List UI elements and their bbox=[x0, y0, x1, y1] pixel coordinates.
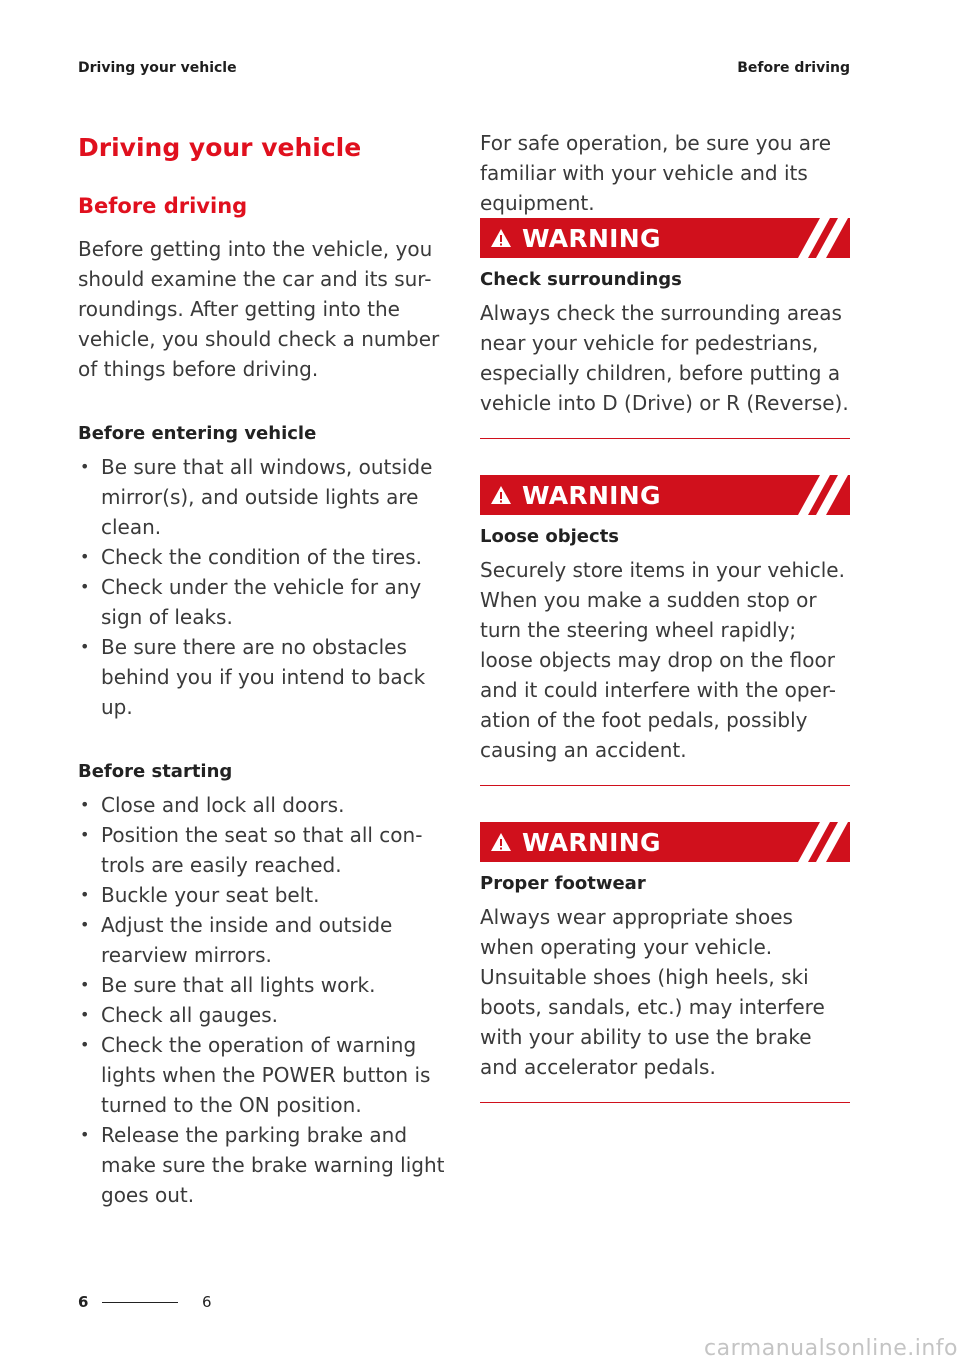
warning-block-loose-objects bbox=[480, 475, 850, 786]
bullet-dot-icon: • bbox=[80, 1005, 90, 1024]
warning-block-surroundings bbox=[480, 218, 850, 439]
bullet-dot-icon: • bbox=[80, 577, 90, 596]
before-starting-heading: Before starting bbox=[78, 761, 233, 782]
warning-label: WARNING bbox=[522, 223, 661, 253]
bullet-dot-icon: • bbox=[80, 1035, 90, 1054]
warning-triangle-icon bbox=[490, 228, 512, 248]
list-item-text: Check all gauges. bbox=[101, 1003, 279, 1027]
page-footer bbox=[78, 1293, 212, 1311]
bullet-dot-icon: • bbox=[80, 885, 90, 904]
warning-text: Always check the surrounding areas near your vehicle for pedestrians, especially children, before putting a vehicle into D (Drive) or R (Reverse). bbox=[480, 301, 849, 415]
warning-text: Securely store items in your vehicle. When you make a sudden stop or turn the steering wheel rapidly; loose objects may drop on the floor and it could interfere with the oper-ation of the foot pedals, possibly causing an accident. bbox=[480, 558, 845, 762]
list-item-text: Check the condition of the tires. bbox=[101, 545, 422, 569]
warning-bar bbox=[480, 822, 850, 862]
warning-divider bbox=[480, 785, 850, 786]
watermark: carmanualsonline.info bbox=[704, 1336, 958, 1361]
list-item bbox=[78, 970, 446, 1000]
chapter-title: Driving your vehicle bbox=[78, 133, 362, 162]
warning-bar bbox=[480, 475, 850, 515]
list-item bbox=[78, 452, 446, 542]
list-item-text: Be sure that all lights work. bbox=[101, 973, 376, 997]
warning-triangle-icon bbox=[490, 485, 512, 505]
list-item-text: Close and lock all doors. bbox=[101, 793, 345, 817]
list-item bbox=[78, 542, 446, 572]
bullet-dot-icon: • bbox=[80, 547, 90, 566]
bullet-dot-icon: • bbox=[80, 915, 90, 934]
list-item-text: Release the parking brake and make sure the brake warning light goes out. bbox=[101, 1123, 445, 1207]
warning-title: Check surroundings bbox=[480, 269, 682, 290]
list-item bbox=[78, 1030, 446, 1120]
intro-paragraph: Before getting into the vehicle, you should examine the car and its sur-roundings. After getting into the vehicle, you should check a number of things before driving. bbox=[78, 237, 440, 381]
warning-divider bbox=[480, 438, 850, 439]
bullet-dot-icon: • bbox=[80, 457, 90, 476]
warning-text: Always wear appropriate shoes when operating your vehicle. Unsuitable shoes (high heels, ski boots, sandals, etc.) may interfere with your ability to use the brake and accelerator pedals. bbox=[480, 905, 825, 1079]
warning-divider bbox=[480, 1102, 850, 1103]
warning-label: WARNING bbox=[522, 480, 661, 510]
before-starting-list bbox=[78, 790, 446, 1210]
footer-rule bbox=[102, 1302, 178, 1303]
right-column bbox=[480, 128, 850, 1139]
bullet-dot-icon: • bbox=[80, 975, 90, 994]
list-item-text: Adjust the inside and outside rearview mirrors. bbox=[101, 913, 393, 967]
before-entering-heading: Before entering vehicle bbox=[78, 423, 317, 444]
warning-label: WARNING bbox=[522, 827, 661, 857]
bullet-dot-icon: • bbox=[80, 825, 90, 844]
list-item bbox=[78, 910, 446, 970]
section-title: Before driving bbox=[78, 194, 248, 218]
before-entering-list bbox=[78, 452, 446, 722]
list-item bbox=[78, 1000, 446, 1030]
page-number: 6 bbox=[202, 1293, 212, 1311]
warning-stripes-icon bbox=[790, 218, 850, 258]
running-header-right: Before driving bbox=[737, 60, 850, 76]
warning-block-footwear bbox=[480, 822, 850, 1103]
list-item bbox=[78, 790, 446, 820]
list-item bbox=[78, 1120, 446, 1210]
bullet-dot-icon: • bbox=[80, 637, 90, 656]
warning-bar bbox=[480, 218, 850, 258]
running-header-left: Driving your vehicle bbox=[78, 60, 237, 76]
page-number-bold: 6 bbox=[78, 1293, 89, 1311]
list-item bbox=[78, 632, 446, 722]
list-item-text: Buckle your seat belt. bbox=[101, 883, 320, 907]
list-item-text: Be sure there are no obstacles behind you if you intend to back up. bbox=[101, 635, 426, 719]
list-item-text: Check the operation of warning lights when the POWER button is turned to the ON position. bbox=[101, 1033, 431, 1117]
warning-title: Proper footwear bbox=[480, 873, 646, 894]
warning-title: Loose objects bbox=[480, 526, 620, 547]
left-column bbox=[78, 128, 446, 1210]
list-item-text: Position the seat so that all con-trols are easily reached. bbox=[101, 823, 423, 877]
warning-stripes-icon bbox=[790, 475, 850, 515]
warning-stripes-icon bbox=[790, 822, 850, 862]
list-item bbox=[78, 572, 446, 632]
list-item-text: Be sure that all windows, outside mirror(s), and outside lights are clean. bbox=[101, 455, 433, 539]
list-item bbox=[78, 880, 446, 910]
list-item bbox=[78, 820, 446, 880]
list-item-text: Check under the vehicle for any sign of leaks. bbox=[101, 575, 422, 629]
warning-triangle-icon bbox=[490, 832, 512, 852]
bullet-dot-icon: • bbox=[80, 795, 90, 814]
safe-operation-paragraph: For safe operation, be sure you are familiar with your vehicle and its equipment. bbox=[480, 131, 832, 215]
bullet-dot-icon: • bbox=[80, 1125, 90, 1144]
